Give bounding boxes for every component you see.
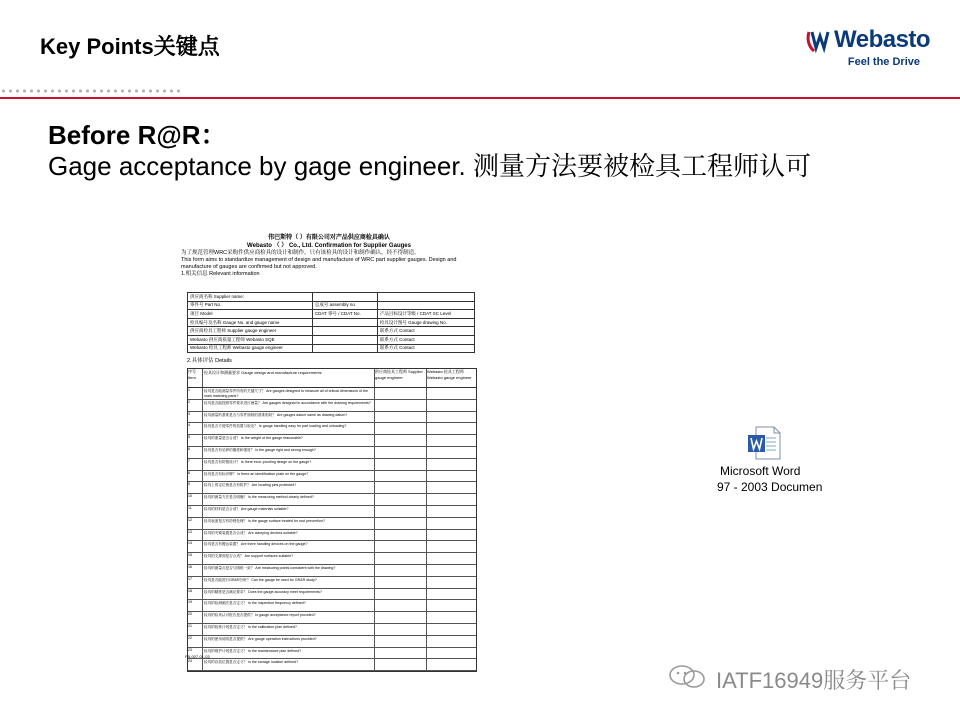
info-row <box>188 335 475 344</box>
wechat-icon <box>668 664 708 690</box>
row-webasto-cell <box>426 565 476 576</box>
logo-wordmark: Webasto <box>834 26 931 53</box>
info-cell: 产品目标设计等级 / CDAT SC Level <box>377 310 474 319</box>
header-divider <box>0 84 960 98</box>
row-number: 24 <box>188 659 203 670</box>
detail-row <box>188 412 476 424</box>
info-cell <box>312 335 377 344</box>
row-supplier-cell <box>374 435 425 446</box>
row-webasto-cell <box>426 648 476 659</box>
row-requirement: 检具的维护计划是否定义？ Is the maintenance plan defined? <box>204 648 302 653</box>
row-supplier-cell <box>374 482 425 493</box>
row-webasto-cell <box>426 589 476 600</box>
row-webasto-cell <box>426 447 476 458</box>
logo-tagline: Feel the Drive <box>847 56 920 68</box>
header-supplier: 供应商检具工程师 Supplier gauge engineer <box>374 369 425 387</box>
row-webasto-cell <box>426 494 476 505</box>
row-requirement: 检具是否方便零件的放置与取出？ Is gauge handling easy for part loading and unloading? <box>204 424 347 429</box>
info-cell <box>312 344 377 353</box>
row-requirement: 检具是否能进行GR&R分析？ Can the gauge be used for GR&R study? <box>204 577 317 582</box>
detail-row <box>188 541 476 553</box>
dot-pattern <box>0 88 180 94</box>
info-cell <box>312 327 377 336</box>
row-requirement: 检具表面是否有防锈处理？ Is the gauge surface treated for rust prevention? <box>204 518 325 523</box>
row-number: 14 <box>188 541 203 552</box>
info-row <box>188 310 475 319</box>
row-webasto-cell <box>426 530 476 541</box>
row-supplier-cell <box>374 530 425 541</box>
row-number: 5 <box>188 435 203 446</box>
detail-row <box>188 553 476 565</box>
row-number: 3 <box>188 412 203 423</box>
row-number: 16 <box>188 565 203 576</box>
row-number: 2 <box>188 400 203 411</box>
key-point-heading: Before R@R： <box>48 120 227 150</box>
row-supplier-cell <box>374 624 425 635</box>
row-webasto-cell <box>426 482 476 493</box>
row-requirement: 检具的材料是否合适？ Are gauge materials suitable? <box>204 506 289 511</box>
row-number: 1 <box>188 388 203 399</box>
row-number: 17 <box>188 577 203 588</box>
doc-section-2: 2.具体评估 Details <box>187 358 232 364</box>
row-number: 4 <box>188 423 203 434</box>
row-requirement: 检具的支撑面是否合适？ Are support surfaces suitable? <box>204 554 294 559</box>
row-supplier-cell <box>374 612 425 623</box>
header-webasto: Webasto 检具工程师 Webasto gauge engineer <box>426 369 477 387</box>
detail-row <box>188 577 476 589</box>
row-webasto-cell <box>426 612 476 623</box>
row-supplier-cell <box>374 541 425 552</box>
detail-row <box>188 589 476 601</box>
row-number: 6 <box>188 447 203 458</box>
row-requirement: 检具的检测频次是否定义？ Is the inspection frequency defined? <box>204 601 306 606</box>
row-supplier-cell <box>374 518 425 529</box>
header-desc: 检具设计和测量要求 Gauge design and manufacture requirements <box>204 370 322 375</box>
info-cell: 零件号 Part No. <box>188 301 313 310</box>
info-cell: Webasto 检具工程师 Webasto gauge engineer <box>188 344 313 353</box>
row-number: 9 <box>188 482 203 493</box>
row-supplier-cell <box>374 577 425 588</box>
row-webasto-cell <box>426 388 476 399</box>
row-supplier-cell <box>374 471 425 482</box>
info-cell <box>377 301 474 310</box>
row-webasto-cell <box>426 659 476 670</box>
info-cell <box>312 293 377 302</box>
row-webasto-cell <box>426 541 476 552</box>
detail-row <box>188 624 476 636</box>
row-number: 8 <box>188 471 203 482</box>
row-webasto-cell <box>426 471 476 482</box>
info-cell: 联系方式 Contact <box>377 335 474 344</box>
row-webasto-cell <box>426 624 476 635</box>
detail-row <box>188 530 476 542</box>
info-cell <box>377 293 474 302</box>
row-webasto-cell <box>426 400 476 411</box>
row-requirement: 检具的测量方法是否明确？ Is the measuring method clearly defined? <box>204 495 314 500</box>
row-number: 15 <box>188 553 203 564</box>
row-requirement: 检具的精度是否满足要求？ Does the gauge accuracy meet requirements? <box>204 589 322 594</box>
info-cell: Webasto 供应商质量工程师 Webasto SQE <box>188 335 313 344</box>
detail-row <box>188 565 476 577</box>
row-webasto-cell <box>426 577 476 588</box>
row-webasto-cell <box>426 435 476 446</box>
row-webasto-cell <box>426 636 476 647</box>
info-cell: 总成号 assembly no. <box>312 301 377 310</box>
detail-row <box>188 659 476 671</box>
row-requirement: 检具是否能按照零件要求进行测量？ Are gauges designed in accordance with the drawing requirements? <box>204 400 371 405</box>
doc-detail-table <box>187 368 477 672</box>
row-supplier-cell <box>374 423 425 434</box>
row-number: 7 <box>188 459 203 470</box>
row-requirement: 检具的存放位置是否定义？ Is the storage location defined? <box>204 660 299 665</box>
row-requirement: 检具上的定位销是否有防护？ Are locating pins protected? <box>204 483 297 488</box>
detail-table-header <box>188 369 476 388</box>
detail-row <box>188 435 476 447</box>
detail-row <box>188 459 476 471</box>
red-rule <box>0 97 960 99</box>
detail-row <box>188 388 476 400</box>
doc-info-table <box>187 292 475 353</box>
info-row <box>188 327 475 336</box>
row-requirement: 检具的重量是否合适？ Is the weight of the gauge reasonable? <box>204 436 303 441</box>
row-requirement: 检具是否能测量零件所有的关键尺寸？ Are gauges designed to measure all of critical dimensions of the main matching parts? <box>204 389 368 398</box>
word-document-icon[interactable] <box>746 426 782 460</box>
detail-row <box>188 447 476 459</box>
info-cell: 供应商名称 Supplier name: <box>188 293 313 302</box>
row-supplier-cell <box>374 388 425 399</box>
detail-row <box>188 471 476 483</box>
row-number: 18 <box>188 589 203 600</box>
doc-title-cn: 伟巴斯特（ ）有限公司对产品供应商检具确认 <box>268 235 390 241</box>
row-requirement: 检具是否有防错设计？ Is there error-proofing design on the gauge? <box>204 459 312 464</box>
row-requirement: 检具的校准计划是否定义？ Is the calibration plan defined? <box>204 624 297 629</box>
row-requirement: 检具的夹紧装置是否合适？ Are clamping devices suitable? <box>204 530 298 535</box>
info-row <box>188 318 475 327</box>
row-number: 13 <box>188 530 203 541</box>
detail-row <box>188 506 476 518</box>
row-number: 23 <box>188 648 203 659</box>
row-requirement: 检具的检具认可报告是否提供？ Is gauge acceptance report provided? <box>204 613 316 618</box>
embedded-document[interactable] <box>181 234 477 665</box>
row-requirement: 检具测量的基准是否与零件图纸的基准相同？ Are gauges datum same as drawing datum? <box>204 412 348 417</box>
header-no: 序号 Item <box>188 369 203 387</box>
row-supplier-cell <box>374 400 425 411</box>
info-cell <box>312 318 377 327</box>
row-requirement: 检具是否有搬运装置？ Are there handling devices on the gauge? <box>204 542 308 547</box>
row-supplier-cell <box>374 648 425 659</box>
row-supplier-cell <box>374 553 425 564</box>
row-webasto-cell <box>426 518 476 529</box>
doc-footer: FB-007-01-03 <box>185 654 210 659</box>
row-requirement: 检具是否有足够的刚度和强度？ Is the gauge rigid and strong enough? <box>204 447 316 452</box>
detail-row <box>188 636 476 648</box>
row-supplier-cell <box>374 636 425 647</box>
info-cell: 检具编号及名称 Gauge No. and gauge name <box>188 318 313 327</box>
row-requirement: 检具的测量点是否与图纸一致？ Are measuring points consistent with the drawing? <box>204 565 336 570</box>
key-point-text <box>48 120 938 182</box>
row-number: 11 <box>188 506 203 517</box>
info-cell: 供应商检具工程师 Supplier gauge engineer <box>188 327 313 336</box>
slide-title: Key Points关键点 <box>40 34 220 59</box>
attachment-label-1[interactable]: Microsoft Word <box>720 464 801 478</box>
info-cell: CDAT 零号 / CDAT No. <box>312 310 377 319</box>
row-requirement: 检具是否有标识牌？ Is there an identification plate on the gauge? <box>204 471 309 476</box>
detail-row <box>188 482 476 494</box>
detail-row <box>188 612 476 624</box>
row-supplier-cell <box>374 447 425 458</box>
row-requirement: 检具的使用说明是否提供？ Are gauge operation instructions provided? <box>204 636 317 641</box>
row-supplier-cell <box>374 459 425 470</box>
detail-row <box>188 400 476 412</box>
row-webasto-cell <box>426 459 476 470</box>
row-webasto-cell <box>426 600 476 611</box>
row-number: 19 <box>188 600 203 611</box>
detail-row <box>188 518 476 530</box>
info-cell: 检具设计图号 Gauge drawing No. <box>377 318 474 327</box>
row-number: 12 <box>188 518 203 529</box>
info-row <box>188 293 475 302</box>
info-cell: 联系方式 Contact <box>377 344 474 353</box>
detail-row <box>188 600 476 612</box>
key-point-body: Gage acceptance by gage engineer. 测量方法要被检具工程师认可 <box>48 151 811 181</box>
webasto-logo <box>806 26 931 70</box>
info-cell: 项目 Model <box>188 310 313 319</box>
watermark-text: IATF16949服务平台 <box>716 668 912 693</box>
info-row <box>188 301 475 310</box>
row-number: 20 <box>188 612 203 623</box>
webasto-logo-icon <box>806 28 834 54</box>
info-row <box>188 344 475 353</box>
row-supplier-cell <box>374 412 425 423</box>
row-number: 10 <box>188 494 203 505</box>
doc-intro-en: This form aims to standardize management of design and manufacture of WRC part supplier gauges. Design and manufacture of gauges are confirmed but not approved. <box>181 257 457 270</box>
row-webasto-cell <box>426 506 476 517</box>
row-number: 22 <box>188 636 203 647</box>
row-webasto-cell <box>426 412 476 423</box>
row-supplier-cell <box>374 565 425 576</box>
detail-row <box>188 648 476 660</box>
row-supplier-cell <box>374 494 425 505</box>
doc-section-1: 1.相关信息 Relevant information <box>181 271 260 277</box>
info-cell: 联系方式 Contact <box>377 327 474 336</box>
row-webasto-cell <box>426 553 476 564</box>
row-supplier-cell <box>374 506 425 517</box>
row-supplier-cell <box>374 589 425 600</box>
detail-row <box>188 423 476 435</box>
attachment-label-2[interactable]: 97 - 2003 Documen <box>717 480 823 494</box>
doc-intro-cn: 为了规范管理WRC采购件供应商检具的设计和制作，只有该检具的设计和制作确认，经不得制造。 <box>181 250 420 256</box>
row-supplier-cell <box>374 600 425 611</box>
row-supplier-cell <box>374 659 425 670</box>
row-number: 21 <box>188 624 203 635</box>
detail-row <box>188 494 476 506</box>
row-webasto-cell <box>426 423 476 434</box>
doc-title-en: Webasto （ ） Co., Ltd. Confirmation for Supplier Gauges <box>247 243 411 249</box>
